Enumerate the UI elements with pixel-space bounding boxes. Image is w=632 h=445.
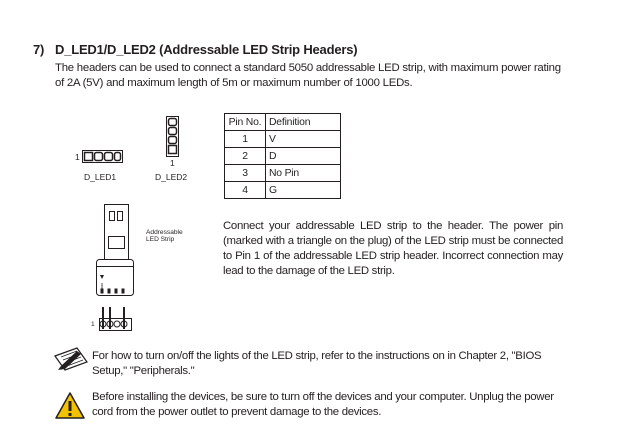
led-strip-plug-graphic	[94, 203, 136, 299]
bios-note-text: For how to turn on/off the lights of the LED strip, refer to the instructions on in Chapter 2, "BIOS Setup," "Peripherals."	[92, 350, 542, 377]
section-intro: The headers can be used to connect a standard 5050 addressable LED strip, with maximum power rating of 2A (5V) and maximum length of 5m or maximum number of 1000 LEDs.	[55, 62, 561, 89]
pin1-marker-vertical: 1	[170, 158, 175, 168]
table-row	[225, 148, 341, 165]
header-pins-graphic	[97, 305, 135, 333]
warning-text: Before installing the devices, be sure to turn off the devices and your computer. Unplug the power cord from the power outlet to prevent damage to the devices.	[92, 391, 554, 418]
section-number: 7)	[33, 42, 45, 57]
table-header-definition: Definition	[266, 114, 341, 131]
d-led1-label: D_LED1	[84, 172, 117, 182]
table-header-row	[225, 114, 341, 131]
connection-description: Connect your addressable LED strip to the header. The power pin (marked with a triangle on the plug) of the LED strip must be connected to Pin 1 of the addressable LED strip header. Incorrect connection may lead to the damage of the LED strip.	[223, 220, 563, 277]
pin-definition-cell: D	[266, 148, 341, 165]
pin-definition-cell: G	[266, 182, 341, 199]
pin-number-cell: 4	[225, 182, 266, 199]
d-led2-header-graphic	[166, 116, 180, 158]
pencil-note-icon	[53, 345, 89, 371]
pin1-marker-horizontal: 1	[75, 152, 80, 162]
table-row	[225, 182, 341, 199]
table-header-pin: Pin No.	[225, 114, 266, 131]
pin-definition-cell: V	[266, 131, 341, 148]
pin-number-cell: 2	[225, 148, 266, 165]
section-title-text: D_LED1/D_LED2 (Addressable LED Strip Headers)	[55, 42, 358, 57]
pin-number-cell: 3	[225, 165, 266, 182]
pin-definition-cell: No Pin	[266, 165, 341, 182]
addressable-strip-label: Addressable LED Strip	[146, 229, 183, 243]
pin-definition-table	[224, 113, 341, 199]
table-row	[225, 131, 341, 148]
section-title	[33, 42, 357, 57]
table-row	[225, 165, 341, 182]
pin1-marker-pins: 1	[91, 321, 95, 328]
d-led1-header-graphic	[82, 150, 124, 164]
d-led2-label: D_LED2	[155, 172, 188, 182]
pin-number-cell: 1	[225, 131, 266, 148]
warning-triangle-icon	[54, 391, 86, 421]
